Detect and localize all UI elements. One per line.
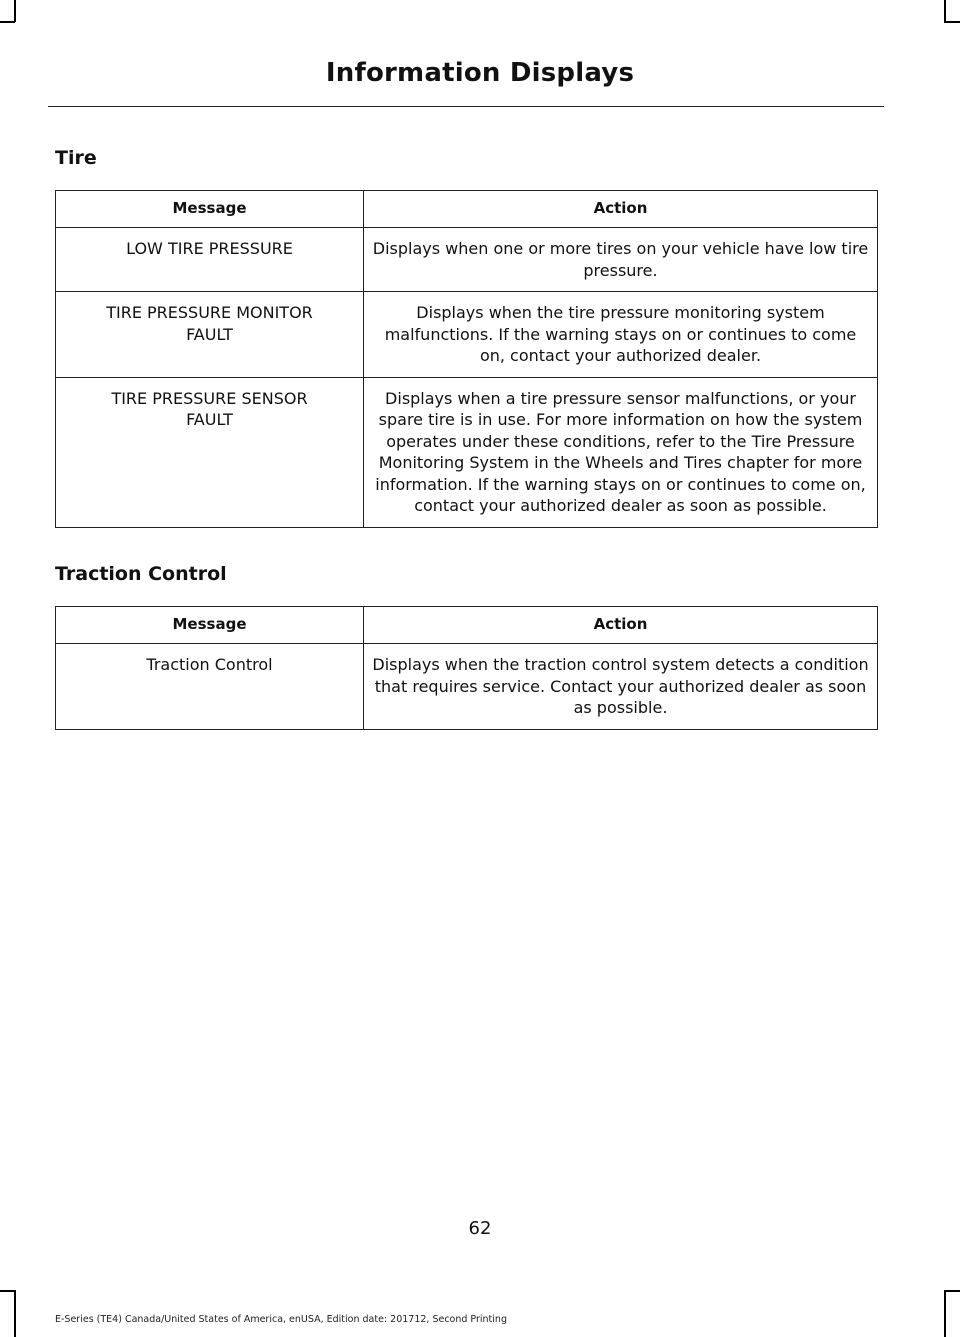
column-header-action: Action (364, 607, 878, 644)
action-cell: Displays when one or more tires on your vehicle have low tire pressure. (364, 228, 878, 292)
crop-mark (0, 1290, 15, 1292)
table-header-row (56, 191, 878, 228)
column-header-message: Message (56, 607, 364, 644)
table-row (56, 292, 878, 378)
traction-control-messages-table (55, 606, 878, 730)
crop-mark (944, 21, 960, 23)
table-header-row (56, 607, 878, 644)
message-cell: TIRE PRESSURE MONITOR FAULT (56, 292, 364, 378)
crop-mark (944, 1290, 960, 1292)
section-title-tire: Tire (55, 147, 97, 169)
action-cell: Displays when the tire pressure monitoring system malfunctions. If the warning stays on or continues to come on, contact your authorized dealer. (364, 292, 878, 378)
column-header-message: Message (56, 191, 364, 228)
page-header-title: Information Displays (325, 58, 635, 88)
crop-mark (0, 21, 15, 23)
table-row (56, 228, 878, 292)
footer-edition-info: E-Series (TE4) Canada/United States of America, enUSA, Edition date: 201712, Second Printing (55, 1314, 507, 1325)
crop-mark (14, 1290, 16, 1337)
column-header-action: Action (364, 191, 878, 228)
table-row (56, 377, 878, 527)
action-cell: Displays when a tire pressure sensor malfunctions, or your spare tire is in use. For more information on how the system operates under these conditions, refer to the Tire Pressure Monitoring System in the Wheels and Tires chapter for more information. If the warning stays on or continues to come on, contact your authorized dealer as soon as possible. (364, 377, 878, 527)
header-divider (48, 106, 884, 107)
crop-mark (14, 0, 16, 22)
crop-mark (944, 0, 946, 22)
message-cell: LOW TIRE PRESSURE (56, 228, 364, 292)
crop-mark (944, 1290, 946, 1337)
message-cell: Traction Control (56, 644, 364, 730)
section-title-traction-control: Traction Control (55, 563, 227, 585)
tire-messages-table (55, 190, 878, 528)
action-cell: Displays when the traction control system detects a condition that requires service. Contact your authorized dealer as soon as possible. (364, 644, 878, 730)
message-cell: TIRE PRESSURE SENSOR FAULT (56, 377, 364, 527)
page-number: 62 (468, 1218, 492, 1239)
table-row (56, 644, 878, 730)
